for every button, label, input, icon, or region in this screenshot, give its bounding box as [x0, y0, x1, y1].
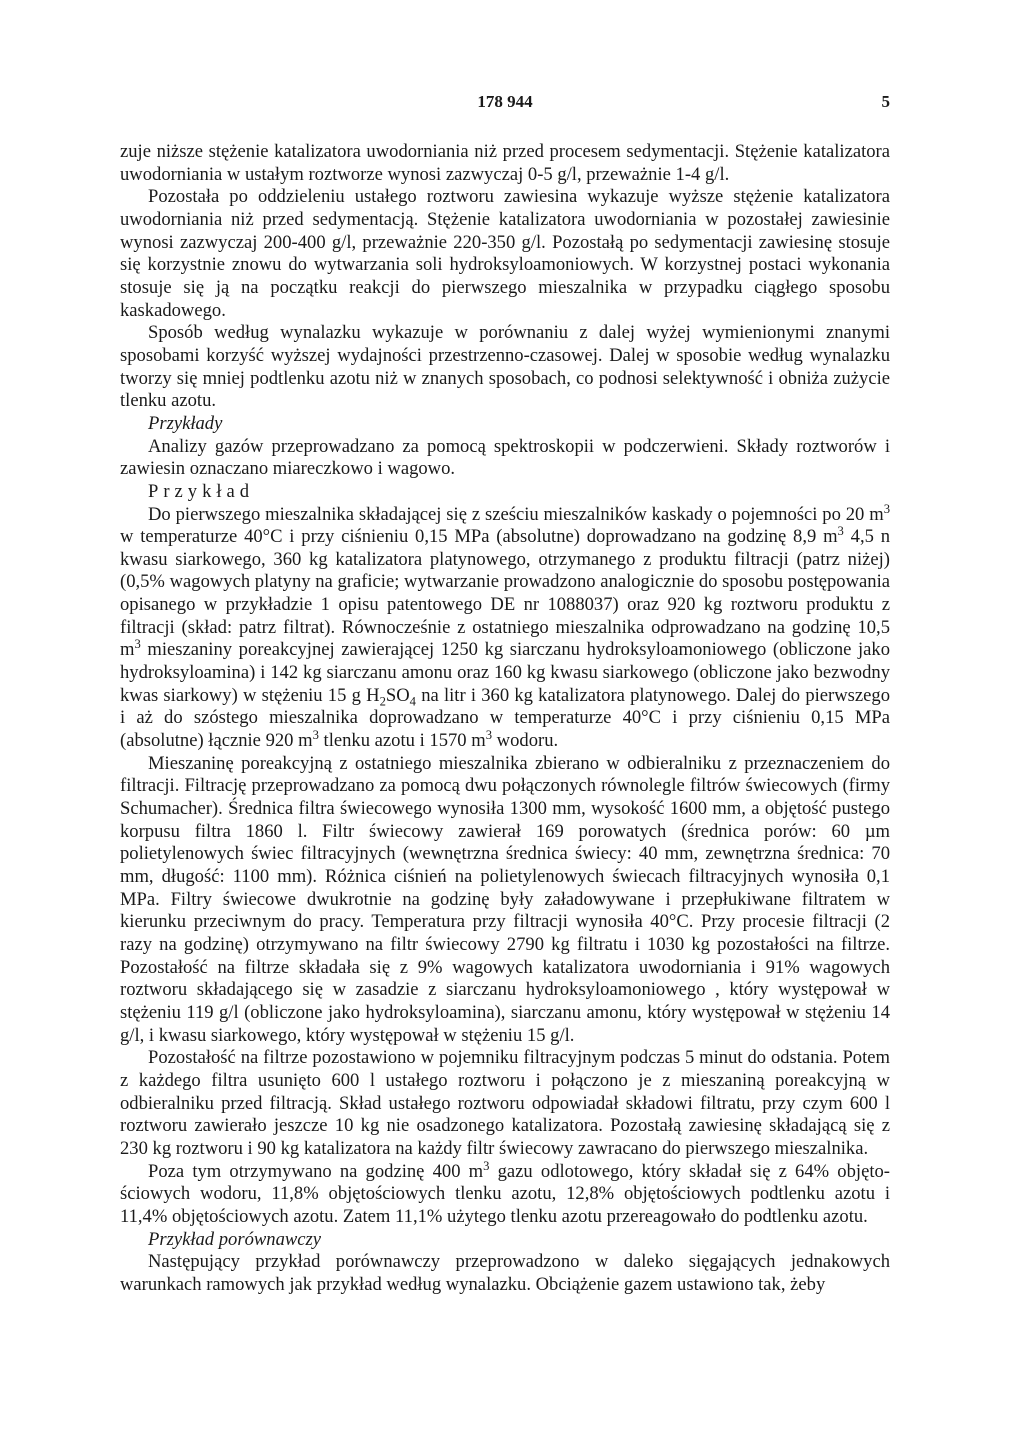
text-run: Mieszaninę poreakcyjną z ostatniego mieszalnika zbierano w odbieralniku z przeznaczeniem do filtracji. Filtrację przeprowadzano za pomocą dwu połączonych równolegle filtrów świecowych (firmy Schumacher). Średnica filtra świecowego wynosiła 1300 mm, wysokość 1600 mm, a objętość pustego korpusu filtra 1860 l. Filtr świecowy zawierał 169 porowatych (średnica porów: 60 µm polietylenowych świec filtracyjnych (wewnętrzna średnica świecy: 40 mm, zewnętrzna średnica: 70 mm, długość: 1100 mm). Różnica ciśnień na polietylenowych świecach filtracyjnych wynosiła 0,1 MPa. Filtry świecowe dwukrotnie na godzinę były załadowywane i przepłukiwane filtratem w kierunku przeciwnym do pracy. Temperatura przy filtracji wynosiła 40°C. Przy procesie filtracji (2 razy na godzinę) otrzymywano na filtr świecowy 2790 kg filtratu i 1030 kg pozostałości na filtrze. Pozostałość na filtrze składała się z 9% wagowych katalizatora uwodorniania i 91% wagowych roztworu składającego się w zasadzie z siarczanu hydroksyloamoniowego , który występował w stężeniu 119 g/l (obliczone jako hydroksyloamina), siarczanu amonu, który występował w stężeniu 14 g/l, i kwasu siarkowego, który występował w stężeniu 15 g/l.	[120, 752, 890, 1046]
superscript: 3	[837, 523, 844, 538]
subscript: 4	[409, 694, 416, 709]
paragraph	[120, 436, 890, 481]
section-heading	[120, 1229, 890, 1252]
text-run: gazu odlotowego, który składał się z 64% objętościowych wodoru, 11,8% objętościowych tlenku azotu, 12,8% objętościowych podtlenku azotu i 11,4% objętościowych azotu. Zatem 11,1% użytego tlenku azotu przereagowało do podtlenku azotu.	[120, 1160, 890, 1227]
superscript: 3	[485, 727, 493, 742]
paragraph	[120, 141, 890, 186]
text-run: zuje niższe stężenie katalizatora uwodorniania niż przed procesem sedymentacji. Stężenie katalizatora uwodorniania w ustałym roztworze wynosi zazwyczaj 0-5 g/l, przeważnie 1-4 g/l.	[120, 141, 890, 185]
paragraph	[120, 1047, 890, 1160]
text-run: Pozostałość na filtrze pozostawiono w pojemniku filtracyjnym podczas 5 minut do odstania. Potem z każdego filtra usunięto 600 l ustałego roztworu i połączono je z mieszaniną poreakcyjną w odbieralniku przed filtracją. Skład ustałego roztworu odpowiadał składowi filtratu, przy czym 600 l roztworu zawierało jeszcze 10 kg nie osadzonego katalizatora. Pozostałą zawiesinę składającą się z 230 kg roztworu i 90 kg katalizatora na każdy filtr świecowy zawracano do pierwszego mieszalnika.	[120, 1047, 890, 1159]
document-body	[120, 141, 890, 1296]
section-heading	[120, 413, 890, 436]
text-run: tlenku azotu i 1570 m	[318, 730, 486, 752]
subscript: 2	[379, 694, 386, 709]
text-run: Przykłady	[148, 412, 223, 434]
superscript: 3	[483, 1158, 490, 1173]
page-number: 5	[881, 92, 890, 111]
superscript: 3	[883, 501, 890, 516]
superscript: 3	[134, 637, 141, 652]
text-run: SO	[385, 684, 410, 706]
text-run: Następujący przykład porównawczy przeprowadzono w daleko sięgających jednakowych warunkach ramowych jak przykład według wynalazku. Obciążenie gazem ustawiono tak, żeby	[120, 1251, 890, 1295]
text-run: Analizy gazów przeprowadzano za pomocą spektroskopii w podczerwieni. Składy roztworów i zawiesin oznaczano miareczkowo i wagowo.	[120, 435, 890, 480]
paragraph	[120, 501, 890, 753]
paragraph	[120, 322, 890, 413]
text-run: Przykład porównawczy	[148, 1228, 322, 1250]
text-run: Sposób według wynalazku wykazuje w porównaniu z dalej wyżej wymienionymi znanymi sposobami korzyść wyższej wydajności przestrzenno-czasowej. Dalej w sposobie według wynalazku tworzy się mniej podtlenku azotu niż w znanych sposobach, co podnosi selektywność i obniża zużycie tlenku azotu.	[120, 322, 890, 412]
text-run: Do pierwszego mieszalnika składającej się z sześciu mieszalników kaskady o pojemności po 20 m	[148, 503, 884, 525]
paragraph	[120, 1158, 890, 1229]
text-run: Pozostała po oddzieleniu ustałego roztworu zawiesina wykazuje wyższe stężenie katalizatora uwodorniania niż przed sedymentacją. Stężenie katalizatora uwodorniania w pozostałej zawiesinie wynosi zazwyczaj 200-400 g/l, przeważnie 220-350 g/l. Pozostałą po sedymentacji zawiesinę stosuje się korzystnie znowu do wytwarzania soli hydroksyloamoniowych. W korzystnej postaci wykonania stosuje się ją na początku reakcji do pierwszego mieszalnika w przypadku ciągłego sposobu kaskadowego.	[120, 186, 890, 321]
patent-number: 178 944	[477, 92, 533, 111]
text-run: mieszaniny poreakcyjnej zawierającej 1250 kg siarczanu hydroksyloamoniowego (obliczone jako hydroksyloamina) i 142 kg siarczanu amonu oraz 160 kg kwasu siarkowego (obliczone jako bezwodny kwas siarkowy) w stężeniu 15 g H	[120, 639, 890, 706]
text-run: Poza tym otrzymywano na godzinę 400 m	[148, 1160, 484, 1182]
paragraph	[120, 186, 890, 322]
section-heading	[120, 481, 890, 504]
page-header	[120, 92, 890, 116]
paragraph	[120, 1251, 890, 1296]
text-run: Przykład	[148, 480, 255, 502]
paragraph	[120, 753, 890, 1048]
text-run: na litr i 360 kg katalizatora platynowego. Dalej do pierwszego i aż do szóstego mieszalnika doprowadzano w temperaturze 40°C i przy ciśnieniu 0,15 MPa (absolutne) łącznie 920 m	[120, 684, 890, 752]
superscript: 3	[312, 727, 319, 742]
text-run: w temperaturze 40°C i przy ciśnieniu 0,15 MPa (absolutne) doprowadzano na godzinę 8,9 m	[120, 526, 838, 548]
text-run: 4,5 n kwasu siarkowego, 360 kg katalizatora platynowego, otrzymanego z produktu filtracji (patrz niżej) (0,5% wagowych platyny na graficie; wytwarzanie prowadzono analogicznie do sposobu postępowania opisanego w przykładzie 1 opisu patentowego DE nr 1088037) oraz 920 kg roztworu produktu z filtracji (skład: patrz filtrat). Równocześnie z ostatniego mieszalnika odprowadzano na godzinę 10,5 m	[120, 526, 890, 661]
text-run: wodoru.	[492, 730, 559, 752]
